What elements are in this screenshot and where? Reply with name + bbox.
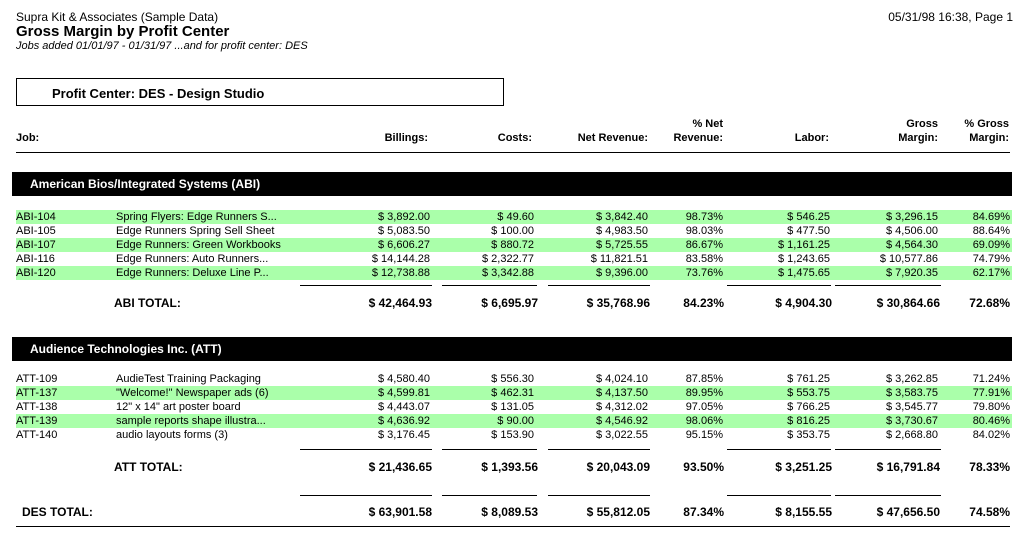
col-pct-net-revenue-2: Revenue: [673, 132, 723, 144]
cell-gross-margin: $ 4,564.30 [886, 239, 938, 251]
cell-desc: Edge Runners: Deluxe Line P... [116, 267, 269, 279]
cell-job: ATT-138 [16, 401, 58, 413]
cell-billings: $ 12,738.88 [371, 267, 430, 279]
col-gross-margin-1: Gross [906, 118, 938, 130]
cell-net-revenue: $ 4,024.10 [596, 373, 648, 385]
cell-gross-margin: $ 3,262.85 [886, 373, 938, 385]
cell-pct-gross: 74.79% [972, 253, 1010, 265]
cell-net-revenue: $ 3,022.55 [596, 429, 648, 441]
cell-billings: $ 4,599.81 [378, 387, 430, 399]
cell-pct-gross: 62.17% [972, 267, 1010, 279]
cell-job: ATT-140 [16, 429, 58, 441]
cell-desc: sample reports shape illustra... [116, 415, 266, 427]
cell-desc: Edge Runners: Auto Runners... [116, 253, 269, 265]
total-pct-gross: 72.68% [969, 296, 1010, 310]
cell-billings: $ 3,176.45 [378, 429, 430, 441]
col-gross-margin-2: Margin: [898, 132, 938, 144]
cell-desc: Spring Flyers: Edge Runners S... [116, 211, 277, 223]
total-net-revenue: $ 35,768.96 [586, 296, 650, 310]
table-row [16, 238, 1012, 252]
cell-desc: 12" x 14" art poster board [116, 401, 241, 413]
total-label: ATT TOTAL: [114, 460, 183, 474]
cell-billings: $ 6,606.27 [378, 239, 430, 251]
cell-pct-net: 86.67% [685, 239, 723, 251]
subtotal-rule [442, 285, 537, 286]
cell-costs: $ 100.00 [491, 225, 534, 237]
cell-labor: $ 761.25 [787, 373, 830, 385]
cell-job: ATT-137 [16, 387, 58, 399]
cell-pct-net: 83.58% [685, 253, 723, 265]
cell-costs: $ 90.00 [497, 415, 534, 427]
cell-desc: AudieTest Training Packaging [116, 373, 261, 385]
cell-costs: $ 153.90 [491, 429, 534, 441]
table-row [16, 414, 1012, 428]
cell-job: ABI-120 [16, 267, 56, 279]
cell-job: ABI-104 [16, 211, 56, 223]
cell-net-revenue: $ 11,821.51 [590, 253, 648, 265]
subtotal-rule [835, 449, 941, 450]
cell-pct-gross: 79.80% [972, 401, 1010, 413]
cell-net-revenue: $ 5,725.55 [596, 239, 648, 251]
subtotal-rule [727, 449, 831, 450]
subtotal-rule [548, 449, 650, 450]
cell-labor: $ 546.25 [787, 211, 830, 223]
cell-gross-margin: $ 3,545.77 [886, 401, 938, 413]
grand-total-billings: $ 63,901.58 [368, 505, 432, 519]
total-billings: $ 21,436.65 [368, 460, 432, 474]
cell-labor: $ 1,475.65 [778, 267, 830, 279]
table-row [16, 372, 1012, 386]
cell-gross-margin: $ 3,583.75 [886, 387, 938, 399]
cell-pct-net: 98.03% [685, 225, 723, 237]
subtotal-rule [727, 285, 831, 286]
cell-labor: $ 1,243.65 [778, 253, 830, 265]
grand-total-gross-margin: $ 47,656.50 [876, 505, 940, 519]
cell-billings: $ 4,443.07 [378, 401, 430, 413]
total-label: ABI TOTAL: [114, 296, 181, 310]
total-pct-net: 84.23% [683, 296, 724, 310]
cell-job: ABI-105 [16, 225, 56, 237]
cell-costs: $ 880.72 [491, 239, 534, 251]
cell-billings: $ 5,083.50 [378, 225, 430, 237]
cell-pct-gross: 84.69% [972, 211, 1010, 223]
cell-pct-gross: 80.46% [972, 415, 1010, 427]
cell-pct-net: 98.06% [685, 415, 723, 427]
report-title: Gross Margin by Profit Center [16, 23, 230, 40]
cell-gross-margin: $ 4,506.00 [886, 225, 938, 237]
cell-pct-net: 73.76% [685, 267, 723, 279]
grand-total-rule [442, 495, 537, 496]
cell-costs: $ 462.31 [491, 387, 534, 399]
cell-job: ABI-116 [16, 253, 55, 265]
cell-desc: Edge Runners Spring Sell Sheet [116, 225, 275, 237]
group-total-abi [16, 295, 1012, 311]
table-row [16, 224, 1012, 238]
cell-net-revenue: $ 4,137.50 [596, 387, 648, 399]
cell-gross-margin: $ 3,296.15 [886, 211, 938, 223]
cell-gross-margin: $ 10,577.86 [879, 253, 938, 265]
cell-pct-gross: 77.91% [972, 387, 1010, 399]
grand-total-costs: $ 8,089.53 [481, 505, 538, 519]
table-row [16, 252, 1012, 266]
total-net-revenue: $ 20,043.09 [586, 460, 650, 474]
subtotal-rule [548, 285, 650, 286]
footer-rule [16, 526, 1010, 527]
col-pct-gross-margin-2: Margin: [969, 132, 1009, 144]
cell-job: ABI-107 [16, 239, 56, 251]
total-gross-margin: $ 16,791.84 [876, 460, 940, 474]
cell-net-revenue: $ 3,842.40 [596, 211, 648, 223]
grand-total [16, 504, 1012, 520]
total-gross-margin: $ 30,864.66 [876, 296, 940, 310]
grand-total-rule [835, 495, 941, 496]
subtotal-rule [442, 449, 537, 450]
col-labor: Labor: [794, 132, 829, 144]
cell-net-revenue: $ 4,546.92 [596, 415, 648, 427]
cell-pct-gross: 88.64% [972, 225, 1010, 237]
profit-center-box [16, 78, 504, 106]
cell-pct-net: 98.73% [685, 211, 723, 223]
total-labor: $ 4,904.30 [775, 296, 832, 310]
cell-desc: audio layouts forms (3) [116, 429, 228, 441]
cell-net-revenue: $ 4,312.02 [596, 401, 648, 413]
cell-gross-margin: $ 2,668.80 [886, 429, 938, 441]
subtotal-rule [300, 449, 432, 450]
total-costs: $ 6,695.97 [481, 296, 538, 310]
date-page: 05/31/98 16:38, Page 1 [888, 10, 1013, 24]
cell-labor: $ 477.50 [787, 225, 830, 237]
col-net-revenue: Net Revenue: [577, 132, 648, 144]
col-costs: Costs: [497, 132, 532, 144]
profit-center-label: Profit Center: DES - Design Studio [52, 86, 265, 101]
cell-billings: $ 4,580.40 [378, 373, 430, 385]
cell-billings: $ 4,636.92 [378, 415, 430, 427]
grand-total-rule [548, 495, 650, 496]
cell-job: ATT-109 [16, 373, 58, 385]
cell-costs: $ 3,342.88 [482, 267, 534, 279]
group-band-att: Audience Technologies Inc. (ATT) [12, 337, 1012, 361]
cell-gross-margin: $ 3,730.67 [886, 415, 938, 427]
cell-pct-net: 95.15% [685, 429, 723, 441]
cell-pct-net: 97.05% [685, 401, 723, 413]
cell-labor: $ 766.25 [787, 401, 830, 413]
cell-labor: $ 1,161.25 [778, 239, 830, 251]
total-labor: $ 3,251.25 [775, 460, 832, 474]
subtotal-rule [835, 285, 941, 286]
group-total-att [16, 459, 1012, 475]
cell-net-revenue: $ 4,983.50 [596, 225, 648, 237]
company-name: Supra Kit & Associates (Sample Data) [16, 10, 219, 24]
grand-total-net-revenue: $ 55,812.05 [586, 505, 650, 519]
table-row [16, 400, 1012, 414]
grand-total-rule [727, 495, 831, 496]
cell-costs: $ 131.05 [491, 401, 534, 413]
cell-labor: $ 553.75 [787, 387, 830, 399]
grand-total-labor: $ 8,155.55 [775, 505, 832, 519]
report-subtitle: Jobs added 01/01/97 - 01/31/97 ...and for profit center: DES [16, 40, 308, 52]
total-costs: $ 1,393.56 [481, 460, 538, 474]
header-rule [16, 152, 1010, 153]
grand-total-pct-gross: 74.58% [969, 505, 1010, 519]
cell-gross-margin: $ 7,920.35 [886, 267, 938, 279]
group-band-abi: American Bios/Integrated Systems (ABI) [12, 172, 1012, 196]
col-job: Job: [16, 132, 40, 144]
cell-pct-gross: 84.02% [972, 429, 1010, 441]
cell-pct-gross: 69.09% [972, 239, 1010, 251]
cell-job: ATT-139 [16, 415, 58, 427]
subtotal-rule [300, 285, 432, 286]
cell-costs: $ 2,322.77 [482, 253, 534, 265]
cell-pct-net: 87.85% [685, 373, 723, 385]
cell-costs: $ 49.60 [497, 211, 534, 223]
grand-total-pct-net: 87.34% [683, 505, 724, 519]
table-row [16, 428, 1012, 442]
col-pct-net-revenue-1: % Net [692, 118, 723, 130]
total-pct-gross: 78.33% [969, 460, 1010, 474]
cell-pct-gross: 71.24% [972, 373, 1010, 385]
col-pct-gross-margin-1: % Gross [964, 118, 1009, 130]
total-billings: $ 42,464.93 [368, 296, 432, 310]
cell-pct-net: 89.95% [685, 387, 723, 399]
table-row [16, 266, 1012, 280]
table-row [16, 386, 1012, 400]
cell-desc: "Welcome!" Newspaper ads (6) [116, 387, 269, 399]
cell-labor: $ 816.25 [787, 415, 830, 427]
cell-costs: $ 556.30 [491, 373, 534, 385]
cell-labor: $ 353.75 [787, 429, 830, 441]
table-row [16, 210, 1012, 224]
grand-total-rule [300, 495, 432, 496]
total-pct-net: 93.50% [683, 460, 724, 474]
cell-net-revenue: $ 9,396.00 [596, 267, 648, 279]
cell-desc: Edge Runners: Green Workbooks [116, 239, 281, 251]
col-billings: Billings: [384, 132, 428, 144]
grand-total-label: DES TOTAL: [22, 505, 93, 519]
cell-billings: $ 3,892.00 [378, 211, 430, 223]
cell-billings: $ 14,144.28 [371, 253, 430, 265]
